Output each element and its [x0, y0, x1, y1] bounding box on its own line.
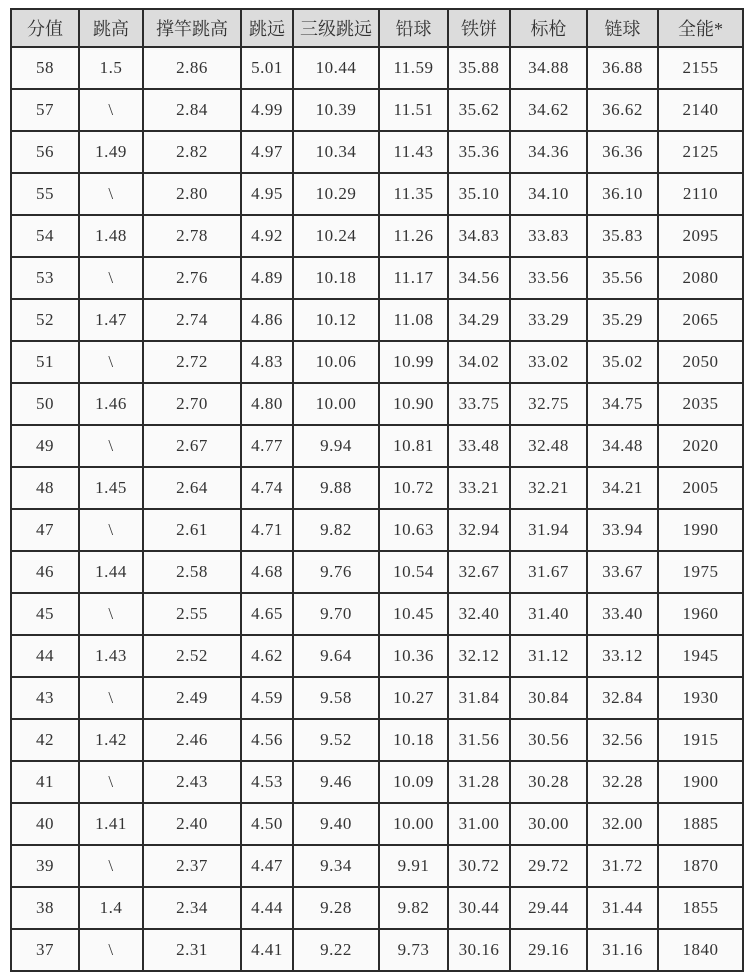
table-cell: 30.00 [510, 803, 587, 845]
table-cell: 1915 [658, 719, 743, 761]
table-cell: 2.64 [143, 467, 241, 509]
table-cell: 37 [11, 929, 79, 971]
table-cell: 1900 [658, 761, 743, 803]
table-cell: 29.44 [510, 887, 587, 929]
table-cell: \ [79, 257, 143, 299]
table-cell: 53 [11, 257, 79, 299]
table-cell: 4.74 [241, 467, 293, 509]
table-cell: 11.08 [379, 299, 448, 341]
table-cell: 1960 [658, 593, 743, 635]
table-cell: 1.41 [79, 803, 143, 845]
table-cell: 1.4 [79, 887, 143, 929]
table-cell: 9.73 [379, 929, 448, 971]
table-row [11, 47, 743, 89]
table-cell: 4.41 [241, 929, 293, 971]
table-cell: 4.83 [241, 341, 293, 383]
table-row [11, 761, 743, 803]
table-cell: 4.97 [241, 131, 293, 173]
table-cell: 9.52 [293, 719, 379, 761]
header-cell: 分值 [11, 9, 79, 47]
table-cell: 42 [11, 719, 79, 761]
table-cell: \ [79, 845, 143, 887]
table-cell: 2065 [658, 299, 743, 341]
header-cell: 跳远 [241, 9, 293, 47]
table-cell: \ [79, 761, 143, 803]
table-cell: 1975 [658, 551, 743, 593]
table-cell: 4.77 [241, 425, 293, 467]
table-cell: 10.06 [293, 341, 379, 383]
table-cell: 11.35 [379, 173, 448, 215]
table-cell: 1855 [658, 887, 743, 929]
table-cell: 1930 [658, 677, 743, 719]
table-cell: 50 [11, 383, 79, 425]
table-cell: \ [79, 341, 143, 383]
table-cell: 33.02 [510, 341, 587, 383]
table-cell: 10.90 [379, 383, 448, 425]
table-cell: 10.29 [293, 173, 379, 215]
table-cell: 1.46 [79, 383, 143, 425]
header-cell: 铅球 [379, 9, 448, 47]
table-cell: 10.99 [379, 341, 448, 383]
table-cell: 1.42 [79, 719, 143, 761]
table-cell: 38 [11, 887, 79, 929]
table-row [11, 803, 743, 845]
table-cell: 10.54 [379, 551, 448, 593]
table-cell: \ [79, 509, 143, 551]
table-cell: 9.76 [293, 551, 379, 593]
table-cell: 9.82 [293, 509, 379, 551]
table-cell: 55 [11, 173, 79, 215]
table-cell: \ [79, 89, 143, 131]
table-cell: 10.24 [293, 215, 379, 257]
table-cell: 34.75 [587, 383, 658, 425]
table-cell: 2.78 [143, 215, 241, 257]
table-row [11, 677, 743, 719]
table-cell: 2155 [658, 47, 743, 89]
header-cell: 三级跳远 [293, 9, 379, 47]
table-cell: 10.36 [379, 635, 448, 677]
table-cell: 52 [11, 299, 79, 341]
table-row [11, 173, 743, 215]
table-cell: 1.49 [79, 131, 143, 173]
table-cell: 36.10 [587, 173, 658, 215]
table-cell: 33.40 [587, 593, 658, 635]
table-cell: 10.81 [379, 425, 448, 467]
table-cell: 33.48 [448, 425, 510, 467]
table-row [11, 257, 743, 299]
table-cell: 33.12 [587, 635, 658, 677]
table-cell: 2.80 [143, 173, 241, 215]
table-cell: 10.39 [293, 89, 379, 131]
header-cell: 跳高 [79, 9, 143, 47]
table-cell: 11.51 [379, 89, 448, 131]
table-cell: 2140 [658, 89, 743, 131]
table-cell: 33.75 [448, 383, 510, 425]
table-cell: 31.00 [448, 803, 510, 845]
table-cell: 35.36 [448, 131, 510, 173]
table-cell: 4.44 [241, 887, 293, 929]
table-cell: 35.10 [448, 173, 510, 215]
table-cell: 2.72 [143, 341, 241, 383]
table-cell: 2.49 [143, 677, 241, 719]
table-cell: 33.21 [448, 467, 510, 509]
table-cell: 32.21 [510, 467, 587, 509]
table-cell: 2.67 [143, 425, 241, 467]
header-row [11, 9, 743, 47]
table-cell: 2.86 [143, 47, 241, 89]
table-cell: 9.58 [293, 677, 379, 719]
table-cell: 2.61 [143, 509, 241, 551]
table-cell: 33.67 [587, 551, 658, 593]
table-cell: 11.43 [379, 131, 448, 173]
table-cell: 9.70 [293, 593, 379, 635]
table-row [11, 719, 743, 761]
table-cell: 30.72 [448, 845, 510, 887]
table-cell: 32.28 [587, 761, 658, 803]
table-cell: 30.56 [510, 719, 587, 761]
table-cell: 32.12 [448, 635, 510, 677]
header-cell: 标枪 [510, 9, 587, 47]
table-cell: 35.88 [448, 47, 510, 89]
table-cell: 41 [11, 761, 79, 803]
header-cell: 全能* [658, 9, 743, 47]
table-cell: 10.34 [293, 131, 379, 173]
table-cell: 48 [11, 467, 79, 509]
table-cell: \ [79, 929, 143, 971]
table-cell: 45 [11, 593, 79, 635]
table-cell: 30.28 [510, 761, 587, 803]
table-cell: 11.17 [379, 257, 448, 299]
table-cell: 32.56 [587, 719, 658, 761]
table-cell: 31.56 [448, 719, 510, 761]
table-cell: 34.88 [510, 47, 587, 89]
table-row [11, 467, 743, 509]
table-cell: 32.48 [510, 425, 587, 467]
table-cell: 34.62 [510, 89, 587, 131]
table-cell: 2.34 [143, 887, 241, 929]
table-body [11, 47, 743, 971]
table-cell: 9.28 [293, 887, 379, 929]
table-cell: 57 [11, 89, 79, 131]
table-cell: 1.43 [79, 635, 143, 677]
table-cell: 47 [11, 509, 79, 551]
table-row [11, 929, 743, 971]
table-cell: 10.72 [379, 467, 448, 509]
table-cell: 4.80 [241, 383, 293, 425]
table-cell: 32.40 [448, 593, 510, 635]
table-cell: 32.84 [587, 677, 658, 719]
table-cell: 35.02 [587, 341, 658, 383]
table-cell: 1.5 [79, 47, 143, 89]
table-row [11, 593, 743, 635]
table-cell: 31.12 [510, 635, 587, 677]
table-row [11, 551, 743, 593]
table-head [11, 9, 743, 47]
table-cell: 31.72 [587, 845, 658, 887]
table-cell: 4.92 [241, 215, 293, 257]
table-cell: 2035 [658, 383, 743, 425]
table-cell: 9.91 [379, 845, 448, 887]
table-cell: 4.50 [241, 803, 293, 845]
table-cell: 34.29 [448, 299, 510, 341]
table-cell: 31.94 [510, 509, 587, 551]
table-cell: 49 [11, 425, 79, 467]
table-cell: 4.53 [241, 761, 293, 803]
table-cell: \ [79, 173, 143, 215]
table-cell: 9.22 [293, 929, 379, 971]
table-cell: 32.00 [587, 803, 658, 845]
table-row [11, 215, 743, 257]
table-cell: 2.37 [143, 845, 241, 887]
table-cell: 2.46 [143, 719, 241, 761]
table-cell: 11.26 [379, 215, 448, 257]
table-cell: 2.84 [143, 89, 241, 131]
table-cell: 56 [11, 131, 79, 173]
table-cell: 2.82 [143, 131, 241, 173]
table-row [11, 131, 743, 173]
table-cell: 35.83 [587, 215, 658, 257]
table-cell: 5.01 [241, 47, 293, 89]
table-cell: 2.52 [143, 635, 241, 677]
table-row [11, 509, 743, 551]
table-cell: 2.40 [143, 803, 241, 845]
table-cell: 2050 [658, 341, 743, 383]
table-cell: 58 [11, 47, 79, 89]
table-row [11, 887, 743, 929]
table-cell: 1990 [658, 509, 743, 551]
table-cell: 4.59 [241, 677, 293, 719]
table-cell: 31.40 [510, 593, 587, 635]
table-row [11, 89, 743, 131]
table-cell: 9.88 [293, 467, 379, 509]
table-cell: 4.95 [241, 173, 293, 215]
table-cell: 2.70 [143, 383, 241, 425]
table-cell: 10.18 [379, 719, 448, 761]
table-cell: 4.86 [241, 299, 293, 341]
table-cell: 9.40 [293, 803, 379, 845]
header-cell: 撑竿跳高 [143, 9, 241, 47]
table-cell: 33.83 [510, 215, 587, 257]
table-cell: 34.21 [587, 467, 658, 509]
table-cell: 34.02 [448, 341, 510, 383]
table-cell: 32.75 [510, 383, 587, 425]
table-cell: 1885 [658, 803, 743, 845]
table-row [11, 341, 743, 383]
table-cell: 1.47 [79, 299, 143, 341]
table-cell: 31.84 [448, 677, 510, 719]
table-cell: 2020 [658, 425, 743, 467]
table-cell: 4.56 [241, 719, 293, 761]
table-cell: 2.58 [143, 551, 241, 593]
table-cell: 1.45 [79, 467, 143, 509]
table-cell: 4.47 [241, 845, 293, 887]
table-cell: 9.82 [379, 887, 448, 929]
table-cell: 29.72 [510, 845, 587, 887]
table-cell: 30.84 [510, 677, 587, 719]
table-row [11, 299, 743, 341]
table-cell: 4.71 [241, 509, 293, 551]
table-row [11, 425, 743, 467]
table-cell: 10.00 [379, 803, 448, 845]
table-cell: \ [79, 593, 143, 635]
table-cell: 10.00 [293, 383, 379, 425]
table-cell: 34.83 [448, 215, 510, 257]
table-cell: 32.94 [448, 509, 510, 551]
table-cell: 36.62 [587, 89, 658, 131]
table-cell: 31.44 [587, 887, 658, 929]
table-cell: 33.56 [510, 257, 587, 299]
table-cell: 4.65 [241, 593, 293, 635]
table-cell: 34.36 [510, 131, 587, 173]
table-cell: 11.59 [379, 47, 448, 89]
table-cell: 40 [11, 803, 79, 845]
table-cell: 9.46 [293, 761, 379, 803]
table-cell: 10.12 [293, 299, 379, 341]
table-cell: 10.18 [293, 257, 379, 299]
scoring-table [10, 8, 744, 972]
table-cell: 31.28 [448, 761, 510, 803]
table-cell: 10.44 [293, 47, 379, 89]
table-cell: 43 [11, 677, 79, 719]
table-cell: 10.45 [379, 593, 448, 635]
table-cell: 29.16 [510, 929, 587, 971]
table-cell: \ [79, 425, 143, 467]
table-cell: 10.63 [379, 509, 448, 551]
table-cell: \ [79, 677, 143, 719]
table-cell: 2.55 [143, 593, 241, 635]
table-cell: 51 [11, 341, 79, 383]
table-cell: 34.48 [587, 425, 658, 467]
table-cell: 4.68 [241, 551, 293, 593]
table-cell: 36.36 [587, 131, 658, 173]
table-row [11, 635, 743, 677]
table-cell: 36.88 [587, 47, 658, 89]
table-cell: 1945 [658, 635, 743, 677]
table-cell: 35.29 [587, 299, 658, 341]
table-cell: 30.44 [448, 887, 510, 929]
header-cell: 铁饼 [448, 9, 510, 47]
table-cell: 4.99 [241, 89, 293, 131]
table-cell: 31.16 [587, 929, 658, 971]
table-cell: 2.43 [143, 761, 241, 803]
table-cell: 35.56 [587, 257, 658, 299]
table-cell: 32.67 [448, 551, 510, 593]
table-cell: 1840 [658, 929, 743, 971]
table-cell: 2095 [658, 215, 743, 257]
table-cell: 9.64 [293, 635, 379, 677]
table-cell: 1870 [658, 845, 743, 887]
table-cell: 34.10 [510, 173, 587, 215]
table-cell: 2.76 [143, 257, 241, 299]
table-cell: 2080 [658, 257, 743, 299]
table-cell: 1.44 [79, 551, 143, 593]
table-cell: 2.31 [143, 929, 241, 971]
table-cell: 9.94 [293, 425, 379, 467]
header-cell: 链球 [587, 9, 658, 47]
table-cell: 44 [11, 635, 79, 677]
table-cell: 10.09 [379, 761, 448, 803]
table-cell: 33.94 [587, 509, 658, 551]
table-cell: 39 [11, 845, 79, 887]
table-cell: 33.29 [510, 299, 587, 341]
table-row [11, 383, 743, 425]
table-cell: 2005 [658, 467, 743, 509]
scoring-table-container [10, 8, 744, 972]
table-cell: 30.16 [448, 929, 510, 971]
table-cell: 31.67 [510, 551, 587, 593]
table-row [11, 845, 743, 887]
table-cell: 4.89 [241, 257, 293, 299]
table-cell: 2110 [658, 173, 743, 215]
table-cell: 10.27 [379, 677, 448, 719]
table-cell: 54 [11, 215, 79, 257]
table-cell: 35.62 [448, 89, 510, 131]
table-cell: 34.56 [448, 257, 510, 299]
table-cell: 9.34 [293, 845, 379, 887]
table-cell: 2.74 [143, 299, 241, 341]
table-cell: 4.62 [241, 635, 293, 677]
table-cell: 1.48 [79, 215, 143, 257]
table-cell: 46 [11, 551, 79, 593]
table-cell: 2125 [658, 131, 743, 173]
